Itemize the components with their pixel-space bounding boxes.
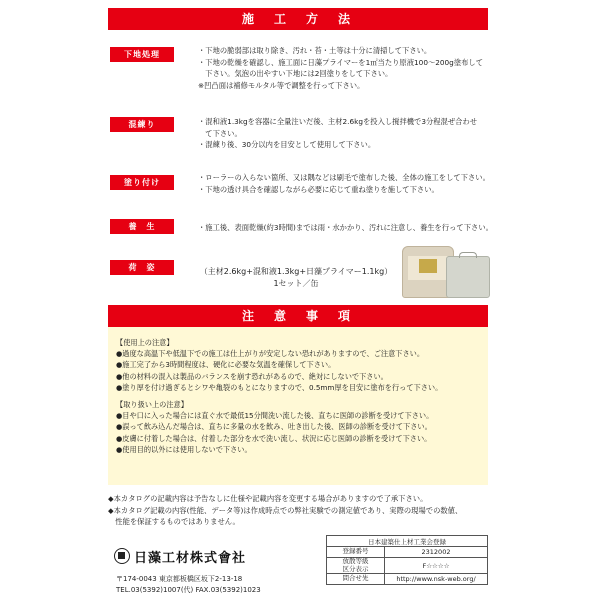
caution-header: 注 意 事 項 <box>108 305 488 327</box>
label-curing: 養 生 <box>110 219 174 234</box>
mixing-line: て下さい。 <box>198 128 242 138</box>
curing-text <box>198 222 493 234</box>
application-line: ・ローラーの入らない箇所、又は隅などは刷毛で塗布した後、全体の施工をして下さい。 <box>198 173 490 182</box>
label-packing: 荷 姿 <box>110 260 174 275</box>
surface-prep-line: ・下地の乾燥を確認し、施工面に日藻プライマーを1㎡当たり原液100～200g塗布して <box>198 57 484 67</box>
packing-unit: 1セット／缶 <box>273 279 319 288</box>
handling-item: ●目や口に入った場合には直ぐ水で最低15分間洗い流した後、直ちに医師の診断を受けて下さい。 <box>116 411 434 421</box>
method-header: 施 工 方 法 <box>108 8 488 30</box>
handling-item: ●使用目的以外には使用しないで下さい。 <box>116 444 252 454</box>
registration-key: 問合せ先 <box>327 574 385 585</box>
note-line: ◆本カタログの記載内容は予告なしに仕様や記載内容を変更する場合がありますので了承下さい。 <box>108 494 428 503</box>
company-address <box>116 574 261 596</box>
postal-address: 〒174-0043 東京都板橋区坂下2-13-18 <box>116 575 243 583</box>
surface-prep-text <box>198 45 483 91</box>
application-text <box>198 172 490 195</box>
registration-value: F☆☆☆☆ <box>385 558 488 574</box>
use-item: ●施工完了から3時間程度は、硬化に必要な気温を確保して下さい。 <box>116 360 336 370</box>
mixing-line: ・混練り後、30分以内を目安として使用して下さい。 <box>198 140 376 149</box>
company-name: 日藻工材株式會社 <box>134 551 247 566</box>
caution-body <box>116 337 484 455</box>
table-row <box>327 547 488 558</box>
application-line: ・下地の透け具合を確認しながら必要に応じて重ね塗りを施して下さい。 <box>198 184 439 194</box>
mixing-line: ・混和液1.3kgを容器に全量注いだ後、主材2.6kgを投入し撹拌機で3分程混ぜ合わせ <box>198 117 478 126</box>
product-can-image <box>446 256 490 298</box>
use-item: ●過度な高温下や低温下での施工は仕上がりが安定しない恐れがありますので、ご注意下さい。 <box>116 349 425 359</box>
table-row <box>327 558 488 574</box>
surface-prep-line: ・下地の脆弱部は取り除き、汚れ・苔・土等は十分に清掃して下さい。 <box>198 46 432 55</box>
registration-key: 放散等級 区分表示 <box>327 558 385 574</box>
label-surface-prep: 下地処理 <box>110 47 174 62</box>
registration-title: 日本建築仕上材工業会登録 <box>327 536 488 547</box>
registration-value: 2312002 <box>385 547 488 558</box>
curing-line: ・施工後、表面乾燥(約3時間)までは雨・水かかり、汚れに注意し、養生を行って下さい。 <box>198 223 493 232</box>
handling-heading: 【取り扱い上の注意】 <box>116 400 188 410</box>
registration-table <box>326 535 488 585</box>
caution-panel <box>108 305 488 485</box>
handling-item: ●誤って飲み込んだ場合は、直ちに多量の水を飲み、吐き出した後、医師の診断を受けて下さい。 <box>116 422 432 432</box>
note-line: ◆本カタログ記載の内容(性能、データ等)は作成時点での弊社実験での測定値であり、実際の現場での数値、 <box>108 505 463 515</box>
company-logo-icon <box>114 548 130 564</box>
catalog-notes <box>108 493 488 528</box>
handling-item: ●皮膚に付着した場合は、付着した部分を水で洗い流し、状況に応じ医師の診断を受けて下さい。 <box>116 433 432 443</box>
surface-prep-line: 下さい。気泡の出やすい下地には2回塗りをして下さい。 <box>198 69 393 78</box>
registration-key: 登録番号 <box>327 547 385 558</box>
label-mixing: 混練り <box>110 117 174 132</box>
packing-text <box>196 266 396 290</box>
mixing-text <box>198 116 477 151</box>
can-handle <box>459 252 477 258</box>
use-item: ●塗り厚を付け過ぎるとシワや亀裂のもとになりますので、0.5mm厚を目安に塗布を行って下さい。 <box>116 382 443 392</box>
phone-fax: TEL.03(5392)1007(代) FAX.03(5392)1023 <box>116 586 261 594</box>
logo-inner-mark <box>118 552 125 559</box>
inquiry-link[interactable]: http://www.nsk-web.org/ <box>385 574 488 585</box>
note-line: 性能を保証するものではありません。 <box>108 517 240 526</box>
use-heading: 【使用上の注意】 <box>116 338 174 347</box>
label-application: 塗り付け <box>110 175 174 190</box>
surface-prep-note: ※凹凸面は補修モルタル等で調整を行って下さい。 <box>198 80 365 90</box>
table-row <box>327 574 488 585</box>
use-item: ●他の材料の混入は製品のバランスを崩す恐れがあるので、絶対にしないで下さい。 <box>116 371 388 381</box>
packing-contents: （主材2.6kg+混和液1.3kg+日藻プライマー1.1kg） <box>199 267 393 276</box>
bag-logo <box>419 259 437 273</box>
